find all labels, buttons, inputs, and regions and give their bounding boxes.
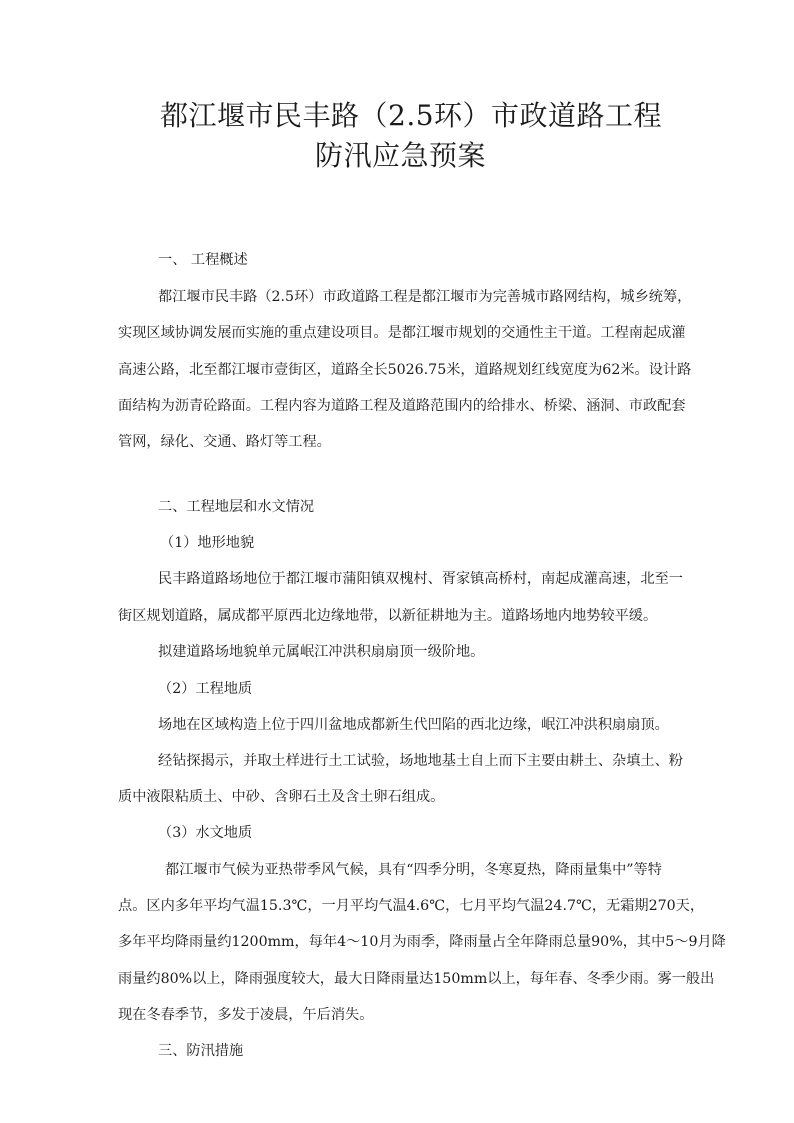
paragraph-line: 都江堰市民丰路（2.5环）市政道路工程是都江堰市为完善城市路网结构，城乡统筹， — [158, 289, 692, 305]
paragraph-line: 面结构为沥青砼路面。工程内容为道路工程及道路范围内的给排水、桥梁、涵洞、市政配套 — [118, 398, 686, 414]
paragraph-line: 街区规划道路，属成都平原西北边缘地带，以新征耕地为主。道路场地内地势较平缓。 — [118, 608, 658, 624]
paragraph-line: 民丰路道路场地位于都江堰市蒲阳镇双槐村、胥家镇高桥村，南起成灌高速，北至一 — [158, 571, 683, 587]
subsection-heading-geology: （2）工程地质 — [158, 681, 253, 697]
paragraph-line: 都江堰市气候为亚热带季风气候，具有“四季分明，冬寒夏热，降雨量集中”等特 — [165, 862, 662, 878]
subsection-heading-terrain: （1）地形地貌 — [160, 535, 255, 551]
paragraph-line: 经钻探揭示，并取土样进行土工试验，场地地基土自上而下主要由耕土、杂填土、粉 — [158, 753, 683, 769]
paragraph-line: 拟建道路场地貌单元属岷江冲洪积扇扇顶一级阶地。 — [158, 644, 485, 660]
paragraph-line: 多年平均降雨量约1200mm，每年4～10月为雨季，降雨量占全年降雨总量90%，其中5～9月降 — [118, 934, 726, 950]
paragraph-line: 管网，绿化、交通、路灯等工程。 — [118, 434, 331, 450]
paragraph-line: 质中液限粘质土、中砂、含卵石土及含土卵石组成。 — [118, 789, 445, 805]
paragraph-line: 点。区内多年平均气温15.3℃，一月平均气温4.6℃，七月平均气温24.7℃，无霜期270天， — [118, 898, 705, 914]
subsection-heading-hydrogeology: （3）水文地质 — [158, 825, 253, 841]
paragraph-line: 雨量约80%以上，降雨强度较大，最大日降雨量达150mm以上，每年春、冬季少雨。雾一般出 — [118, 971, 715, 987]
section-heading-geology-hydrology: 二、工程地层和水文情况 — [158, 499, 315, 515]
paragraph-line: 实现区域协调发展而实施的重点建设项目。是都江堰市规划的交通性主干道。工程南起成灌 — [118, 325, 686, 341]
section-heading-flood-measures: 三、防汛措施 — [158, 1043, 244, 1059]
paragraph-line: 现在冬春季节，多发于凌晨，午后消失。 — [118, 1007, 374, 1023]
paragraph-line: 场地在区域构造上位于四川盆地成都新生代凹陷的西北边缘，岷江冲洪积扇扇顶。 — [158, 717, 669, 733]
document-title-line2: 防汛应急预案 — [315, 139, 487, 172]
section-heading-overview: 一、 工程概述 — [158, 252, 248, 268]
paragraph-line: 高速公路，北至都江堰市壹街区，道路全长5026.75米，道路规划红线宽度为62米。设计路 — [118, 362, 692, 378]
document-title-line1: 都江堰市民丰路（2.5环）市政道路工程 — [160, 99, 663, 132]
